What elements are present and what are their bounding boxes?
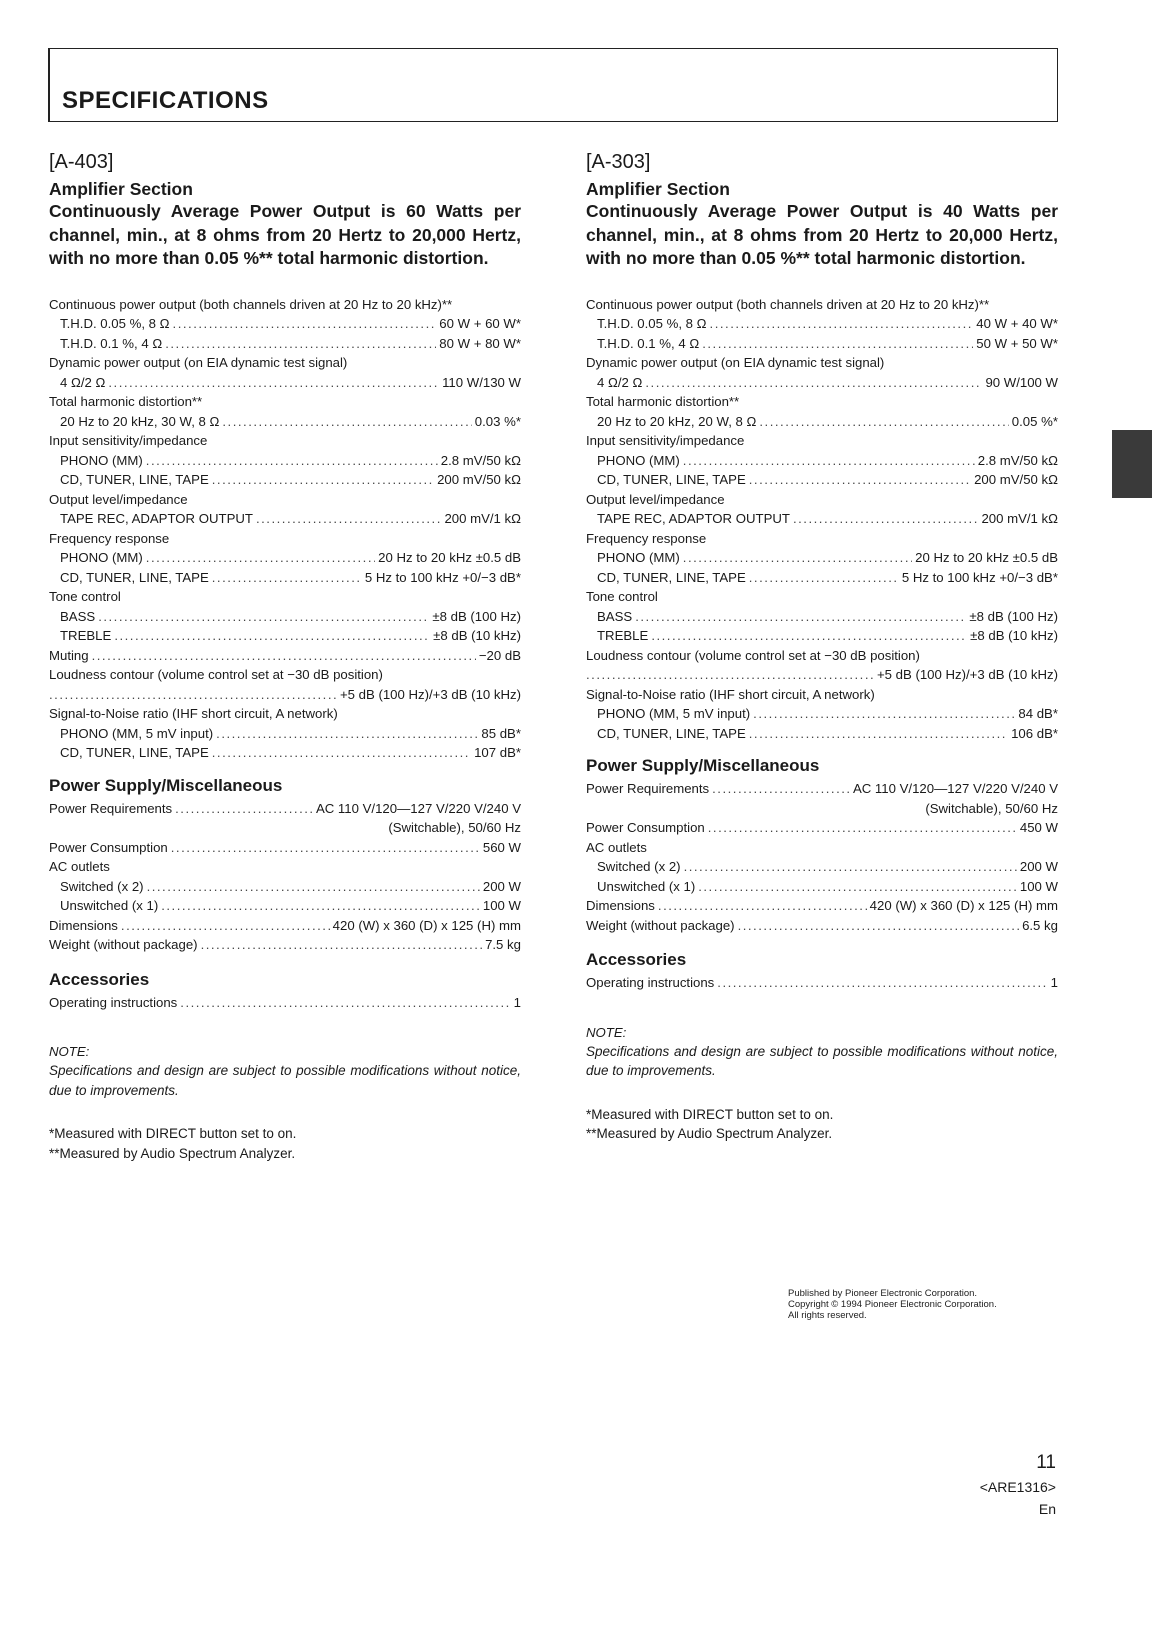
spec-row: 4 Ω/2 Ω ..... 110 W/130 W <box>49 373 521 393</box>
amplifier-section-title: Amplifier Section <box>586 179 730 199</box>
spec-category: Continuous power output (both channels driven at 20 Hz to 20 kHz)** <box>49 296 453 312</box>
spec-category: Signal-to-Noise ratio (IHF short circuit, A network) <box>49 706 338 721</box>
power-spec-list <box>49 799 521 955</box>
spec-category: Continuous power output (both channels driven at 20 Hz to 20 kHz)** <box>586 296 990 312</box>
power-statement: Continuously Average Power Output is 60 Watts per channel, min., at 8 ohms from 20 Hertz to 20,000 Hertz, with no more than 0.05 %** total harmonic distortion. <box>49 201 521 268</box>
spec-row: PHONO (MM, 5 mV input) ..... 85 dB* <box>49 724 521 744</box>
spec-row: PHONO (MM) ..... 2.8 mV/50 kΩ <box>586 451 1058 471</box>
spec-category: Tone control <box>49 589 121 604</box>
spec-category: Output level/impedance <box>49 491 188 507</box>
rights-line: All rights reserved. <box>788 1310 867 1321</box>
spec-category: Frequency response <box>586 530 707 546</box>
footnotes <box>49 1124 521 1163</box>
spec-row: Power Requirements ..... AC 110 V/120—127 V/220 V/240 V <box>586 779 1058 799</box>
spec-row: 4 Ω/2 Ω ..... 90 W/100 W <box>586 373 1058 393</box>
spec-row: 20 Hz to 20 kHz, 30 W, 8 Ω ..... 0.03 %* <box>49 412 521 432</box>
spec-row: Weight (without package) ..... 6.5 kg <box>586 916 1058 936</box>
language-code: En <box>1038 1501 1056 1517</box>
footnote-analyzer: **Measured by Audio Spectrum Analyzer. <box>586 1126 833 1141</box>
model-heading: [A-303] <box>586 151 651 173</box>
spec-list <box>49 295 521 763</box>
page-number: 11 <box>1036 1452 1056 1473</box>
spec-row: Unswitched (x 1) ..... 100 W <box>586 877 1058 897</box>
spec-row: ..... +5 dB (100 Hz)/+3 dB (10 kHz) <box>49 685 521 705</box>
model-heading: [A-403] <box>49 151 114 173</box>
column-a403 <box>49 150 521 1163</box>
spec-category: AC outlets <box>586 839 647 855</box>
spec-row: Dimensions ..... 420 (W) x 360 (D) x 125 (H) mm <box>586 896 1058 916</box>
footnote-direct: *Measured with DIRECT button set to on. <box>49 1126 297 1141</box>
note-heading: NOTE: <box>49 1044 90 1059</box>
spec-row: ..... +5 dB (100 Hz)/+3 dB (10 kHz) <box>586 665 1058 685</box>
spec-list <box>586 295 1058 744</box>
power-statement: Continuously Average Power Output is 40 Watts per channel, min., at 8 ohms from 20 Hertz to 20,000 Hertz, with no more than 0.05 %** total harmonic distortion. <box>586 201 1058 268</box>
spec-row: BASS ..... ±8 dB (100 Hz) <box>586 607 1058 627</box>
spec-row: CD, TUNER, LINE, TAPE ..... 107 dB* <box>49 743 521 763</box>
spec-row: T.H.D. 0.1 %, 4 Ω ..... 80 W + 80 W* <box>49 334 521 354</box>
spec-category: Total harmonic distortion** <box>49 394 203 409</box>
spec-row: 20 Hz to 20 kHz, 20 W, 8 Ω ..... 0.05 %* <box>586 412 1058 432</box>
column-a303 <box>586 150 1058 1144</box>
spec-row: CD, TUNER, LINE, TAPE ..... 106 dB* <box>586 724 1058 744</box>
page-title: SPECIFICATIONS <box>62 87 269 114</box>
footnote-direct: *Measured with DIRECT button set to on. <box>586 1106 834 1122</box>
spec-row: Unswitched (x 1) ..... 100 W <box>49 896 521 916</box>
note-heading: NOTE: <box>586 1024 627 1040</box>
spec-row: BASS ..... ±8 dB (100 Hz) <box>49 607 521 627</box>
spec-row: CD, TUNER, LINE, TAPE ..... 200 mV/50 kΩ <box>586 470 1058 490</box>
spec-row: Operating instructions ..... 1 <box>586 973 1058 993</box>
spec-row: T.H.D. 0.05 %, 8 Ω ..... 40 W + 40 W* <box>586 314 1058 334</box>
spec-row: CD, TUNER, LINE, TAPE ..... 5 Hz to 100 kHz +0/−3 dB* <box>49 568 521 588</box>
spec-row: PHONO (MM) ..... 20 Hz to 20 kHz ±0.5 dB <box>49 548 521 568</box>
spec-row: (Switchable), 50/60 Hz <box>925 800 1058 816</box>
footnote-analyzer: **Measured by Audio Spectrum Analyzer. <box>49 1145 296 1161</box>
power-supply-heading: Power Supply/Miscellaneous <box>49 775 283 795</box>
spec-row: TREBLE ..... ±8 dB (10 kHz) <box>586 626 1058 646</box>
spec-row: Operating instructions ..... 1 <box>49 993 521 1013</box>
spec-row: PHONO (MM) ..... 20 Hz to 20 kHz ±0.5 dB <box>586 548 1058 568</box>
spec-category: Frequency response <box>49 530 170 546</box>
spec-category: Input sensitivity/impedance <box>49 433 208 448</box>
copyright-line: Copyright © 1994 Pioneer Electronic Corporation. <box>788 1299 997 1310</box>
spec-row: Weight (without package) ..... 7.5 kg <box>49 935 521 955</box>
spec-row: Power Consumption ..... 450 W <box>586 818 1058 838</box>
spec-category: Input sensitivity/impedance <box>586 433 745 448</box>
spec-row: CD, TUNER, LINE, TAPE ..... 5 Hz to 100 kHz +0/−3 dB* <box>586 568 1058 588</box>
amplifier-section-title: Amplifier Section <box>49 179 193 199</box>
spec-row: Power Consumption ..... 560 W <box>49 838 521 858</box>
publisher-notice <box>788 1288 997 1321</box>
side-index-tab <box>1112 430 1152 498</box>
power-spec-list <box>586 779 1058 935</box>
spec-row: Switched (x 2) ..... 200 W <box>586 857 1058 877</box>
accessories-heading: Accessories <box>586 950 687 969</box>
spec-row: Power Requirements ..... AC 110 V/120—127 V/220 V/240 V <box>49 799 521 819</box>
spec-category: Loudness contour (volume control set at −30 dB position) <box>49 667 383 682</box>
spec-category: Total harmonic distortion** <box>586 394 740 409</box>
power-supply-heading: Power Supply/Miscellaneous <box>586 756 820 775</box>
specifications-header-box <box>48 48 1058 122</box>
spec-category: Dynamic power output (on EIA dynamic test signal) <box>49 355 348 370</box>
page-footer <box>980 1450 1056 1520</box>
publisher-line: Published by Pioneer Electronic Corporation. <box>788 1288 978 1299</box>
spec-category: Tone control <box>586 589 658 604</box>
note-text: Specifications and design are subject to possible modifications without notice, due to improvements. <box>586 1043 1058 1078</box>
spec-category: Signal-to-Noise ratio (IHF short circuit, A network) <box>586 686 875 702</box>
note-text: Specifications and design are subject to possible modifications without notice, due to improvements. <box>49 1063 521 1098</box>
spec-row: PHONO (MM) ..... 2.8 mV/50 kΩ <box>49 451 521 471</box>
spec-row: CD, TUNER, LINE, TAPE ..... 200 mV/50 kΩ <box>49 470 521 490</box>
spec-category: AC outlets <box>49 859 110 874</box>
spec-row: Muting ..... −20 dB <box>49 646 521 666</box>
spec-row: Dimensions ..... 420 (W) x 360 (D) x 125 (H) mm <box>49 916 521 936</box>
spec-row: T.H.D. 0.1 %, 4 Ω ..... 50 W + 50 W* <box>586 334 1058 354</box>
spec-row: T.H.D. 0.05 %, 8 Ω ..... 60 W + 60 W* <box>49 314 521 334</box>
spec-row: TAPE REC, ADAPTOR OUTPUT ..... 200 mV/1 kΩ <box>49 509 521 529</box>
spec-row: TAPE REC, ADAPTOR OUTPUT ..... 200 mV/1 kΩ <box>586 509 1058 529</box>
spec-row: PHONO (MM, 5 mV input) ..... 84 dB* <box>586 704 1058 724</box>
spec-row: TREBLE ..... ±8 dB (10 kHz) <box>49 626 521 646</box>
spec-category: Dynamic power output (on EIA dynamic test signal) <box>586 355 885 370</box>
spec-row: Switched (x 2) ..... 200 W <box>49 877 521 897</box>
document-code: <ARE1316> <box>979 1479 1056 1495</box>
accessories-heading: Accessories <box>49 969 150 989</box>
spec-category: Output level/impedance <box>586 491 725 507</box>
spec-category: Loudness contour (volume control set at −30 dB position) <box>586 647 920 663</box>
footnotes <box>586 1105 1058 1144</box>
spec-row: (Switchable), 50/60 Hz <box>388 820 521 835</box>
